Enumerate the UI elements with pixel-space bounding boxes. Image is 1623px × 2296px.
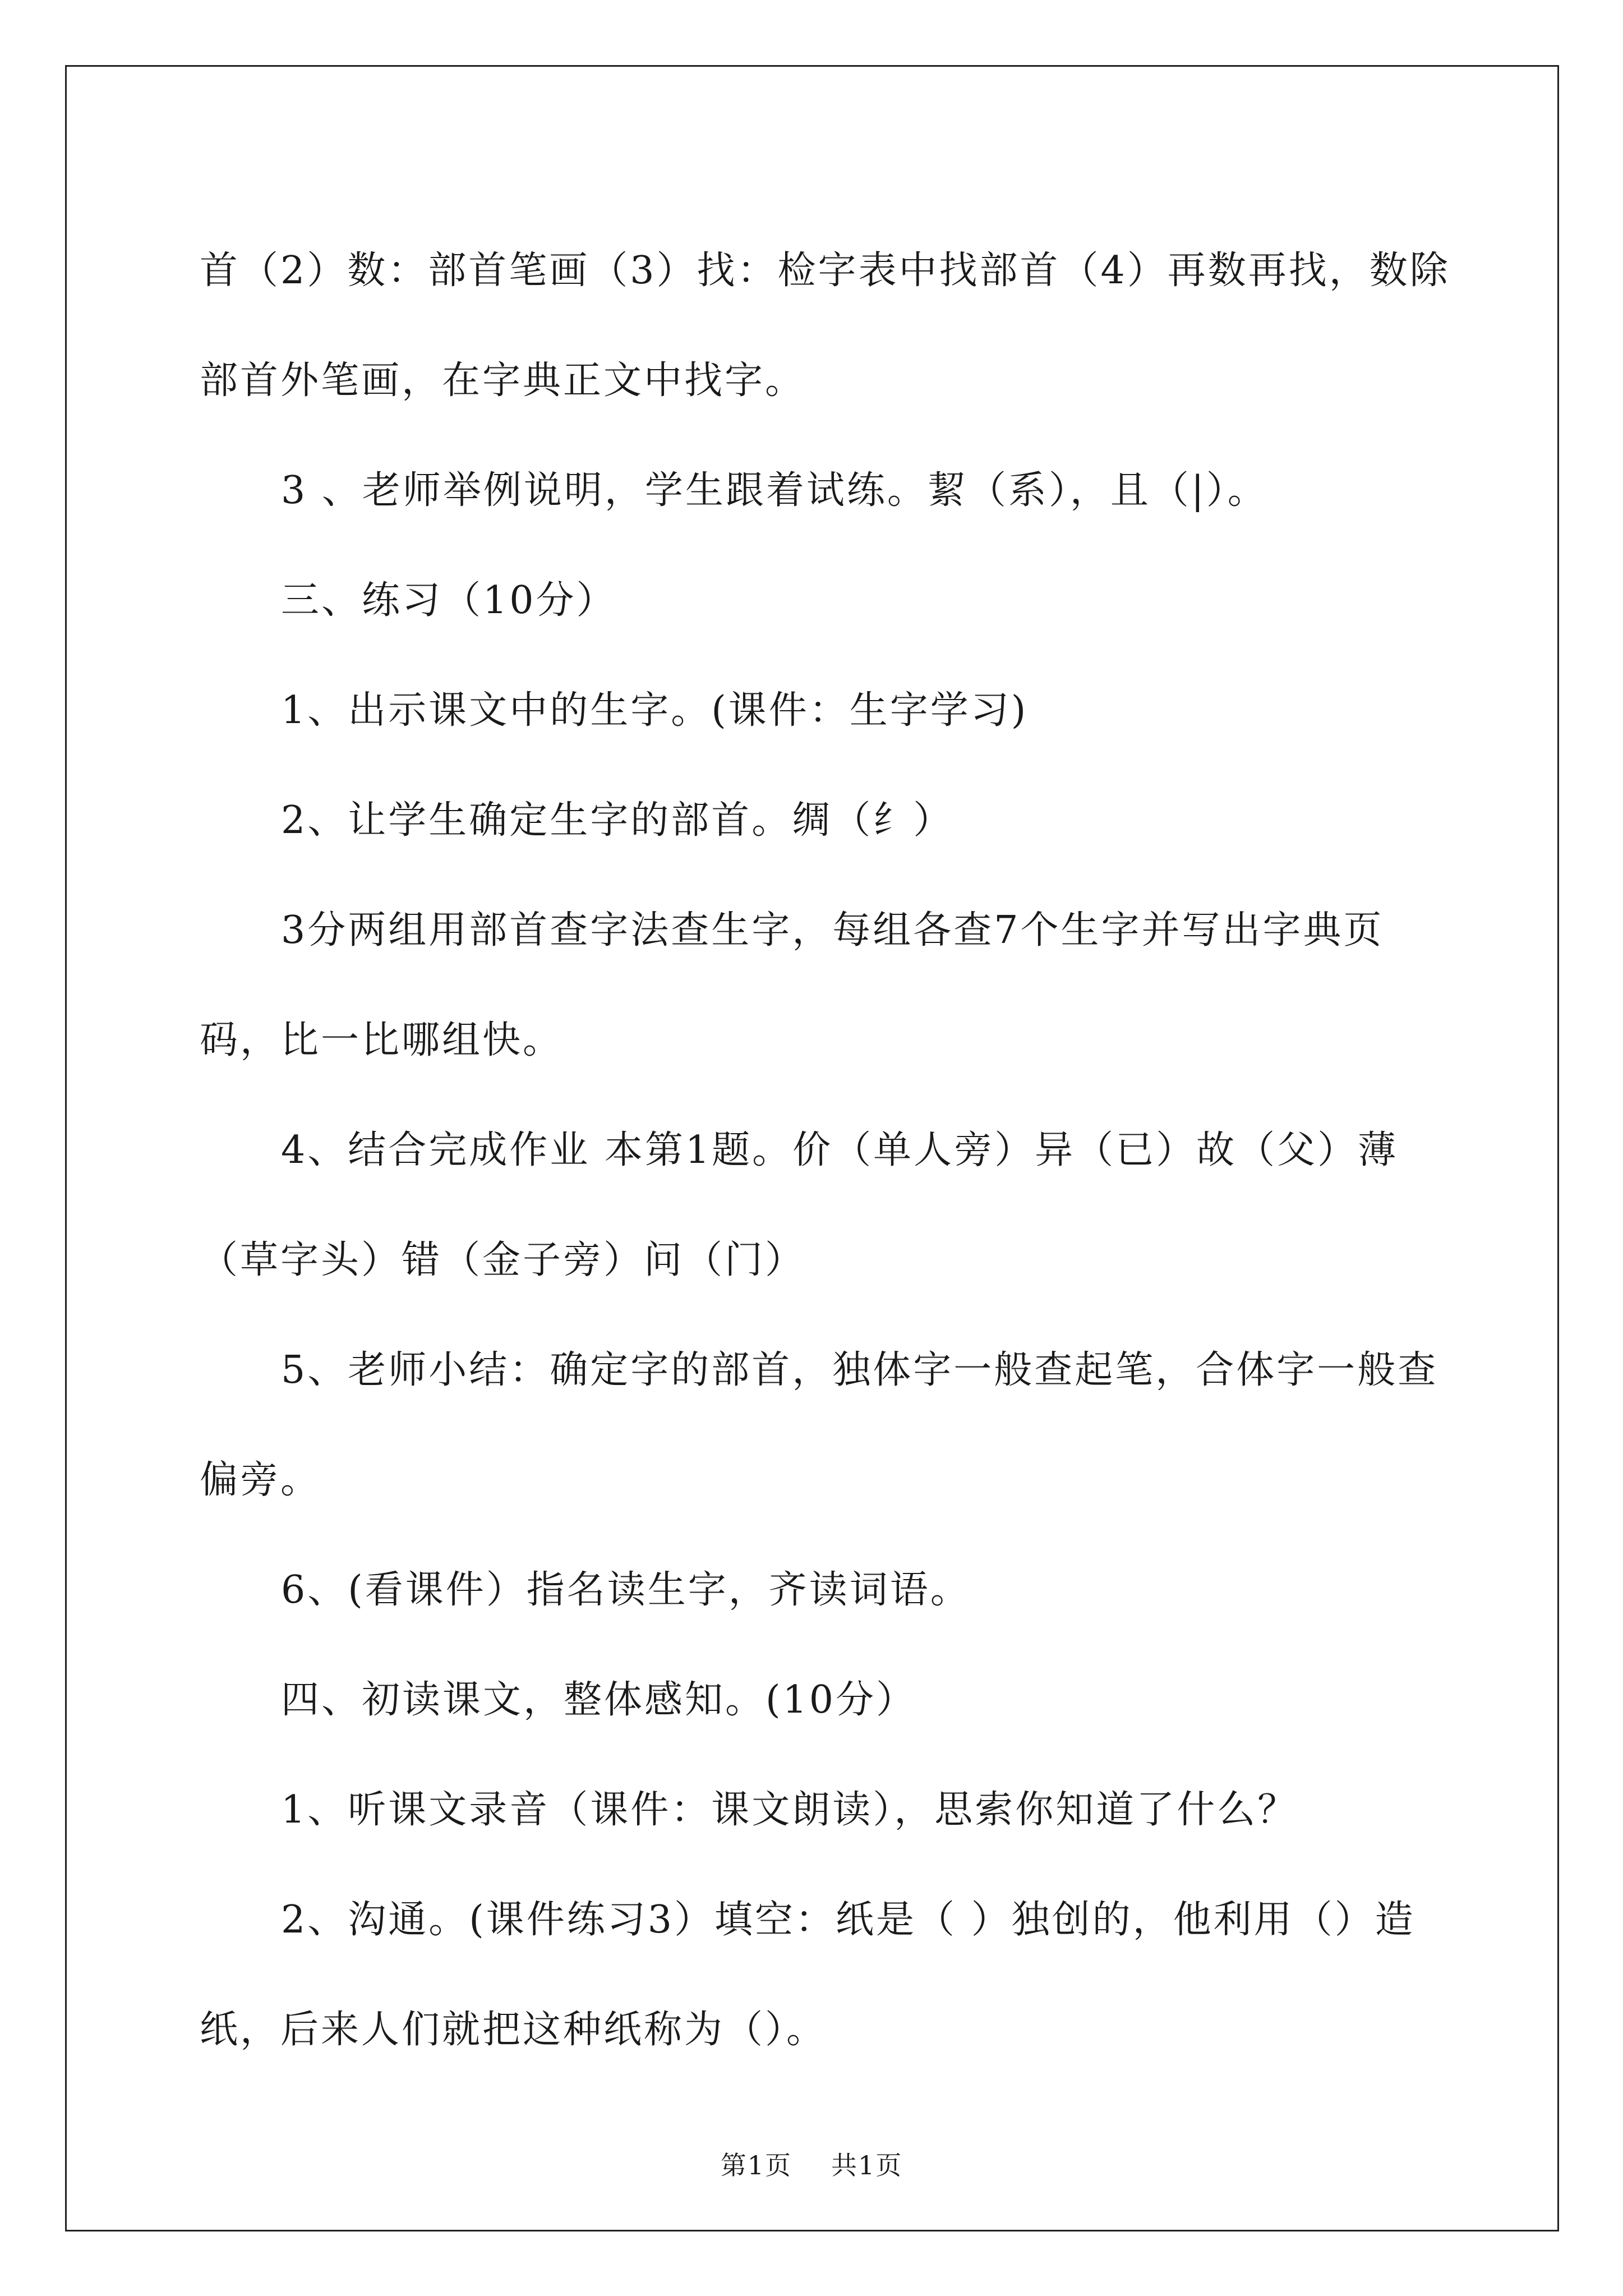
document-body: [200, 216, 1450, 2085]
page-total: 共1页: [831, 2150, 903, 2180]
paragraph-line: 1、出示课文中的生字。(课件：生字学习): [281, 688, 1029, 733]
page-number: 第1页: [720, 2150, 792, 2180]
paragraph-line: 4、结合完成作业 本第1题。价（单人旁）异（已）故（父）薄: [281, 1128, 1399, 1172]
paragraph-line: 首（2）数：部首笔画（3）找：检字表中找部首（4）再数再找，数除: [200, 249, 1450, 293]
page-footer: [0, 2148, 1623, 2182]
paragraph-line: 纸，后来人们就把这种纸称为（）。: [200, 2008, 827, 2052]
paragraph-line: 3 、老师举例说明，学生跟着试练。絜（系），且（|）。: [281, 468, 1268, 513]
paragraph-line: 2、沟通。(课件练习3）填空：纸是（ ）独创的，他利用（）造: [281, 1898, 1415, 1942]
paragraph-line: 5、老师小结：确定字的部首，独体字一般查起笔，合体字一般查: [281, 1348, 1438, 1392]
section-heading: 三、练习（10分）: [281, 578, 617, 623]
paragraph-line: 部首外笔画，在字典正文中找字。: [200, 358, 806, 403]
paragraph-line: 2、让学生确定生字的部首。绸（纟）: [281, 798, 954, 843]
paragraph-line: 6、(看课件）指名读生字，齐读词语。: [281, 1568, 971, 1612]
paragraph-line: 3分两组用部首查字法查生字，每组各查7个生字并写出字典页: [281, 908, 1384, 953]
paragraph-line: 码，比一比哪组快。: [200, 1018, 564, 1062]
section-heading: 四、初读课文，整体感知。(10分）: [281, 1678, 917, 1722]
paragraph-line: 偏旁。: [200, 1458, 321, 1502]
paragraph-line: 1、听课文录音（课件：课文朗读），思索你知道了什么？: [281, 1788, 1298, 1832]
paragraph-line: （草字头）错（金子旁）问（门）: [200, 1238, 806, 1282]
